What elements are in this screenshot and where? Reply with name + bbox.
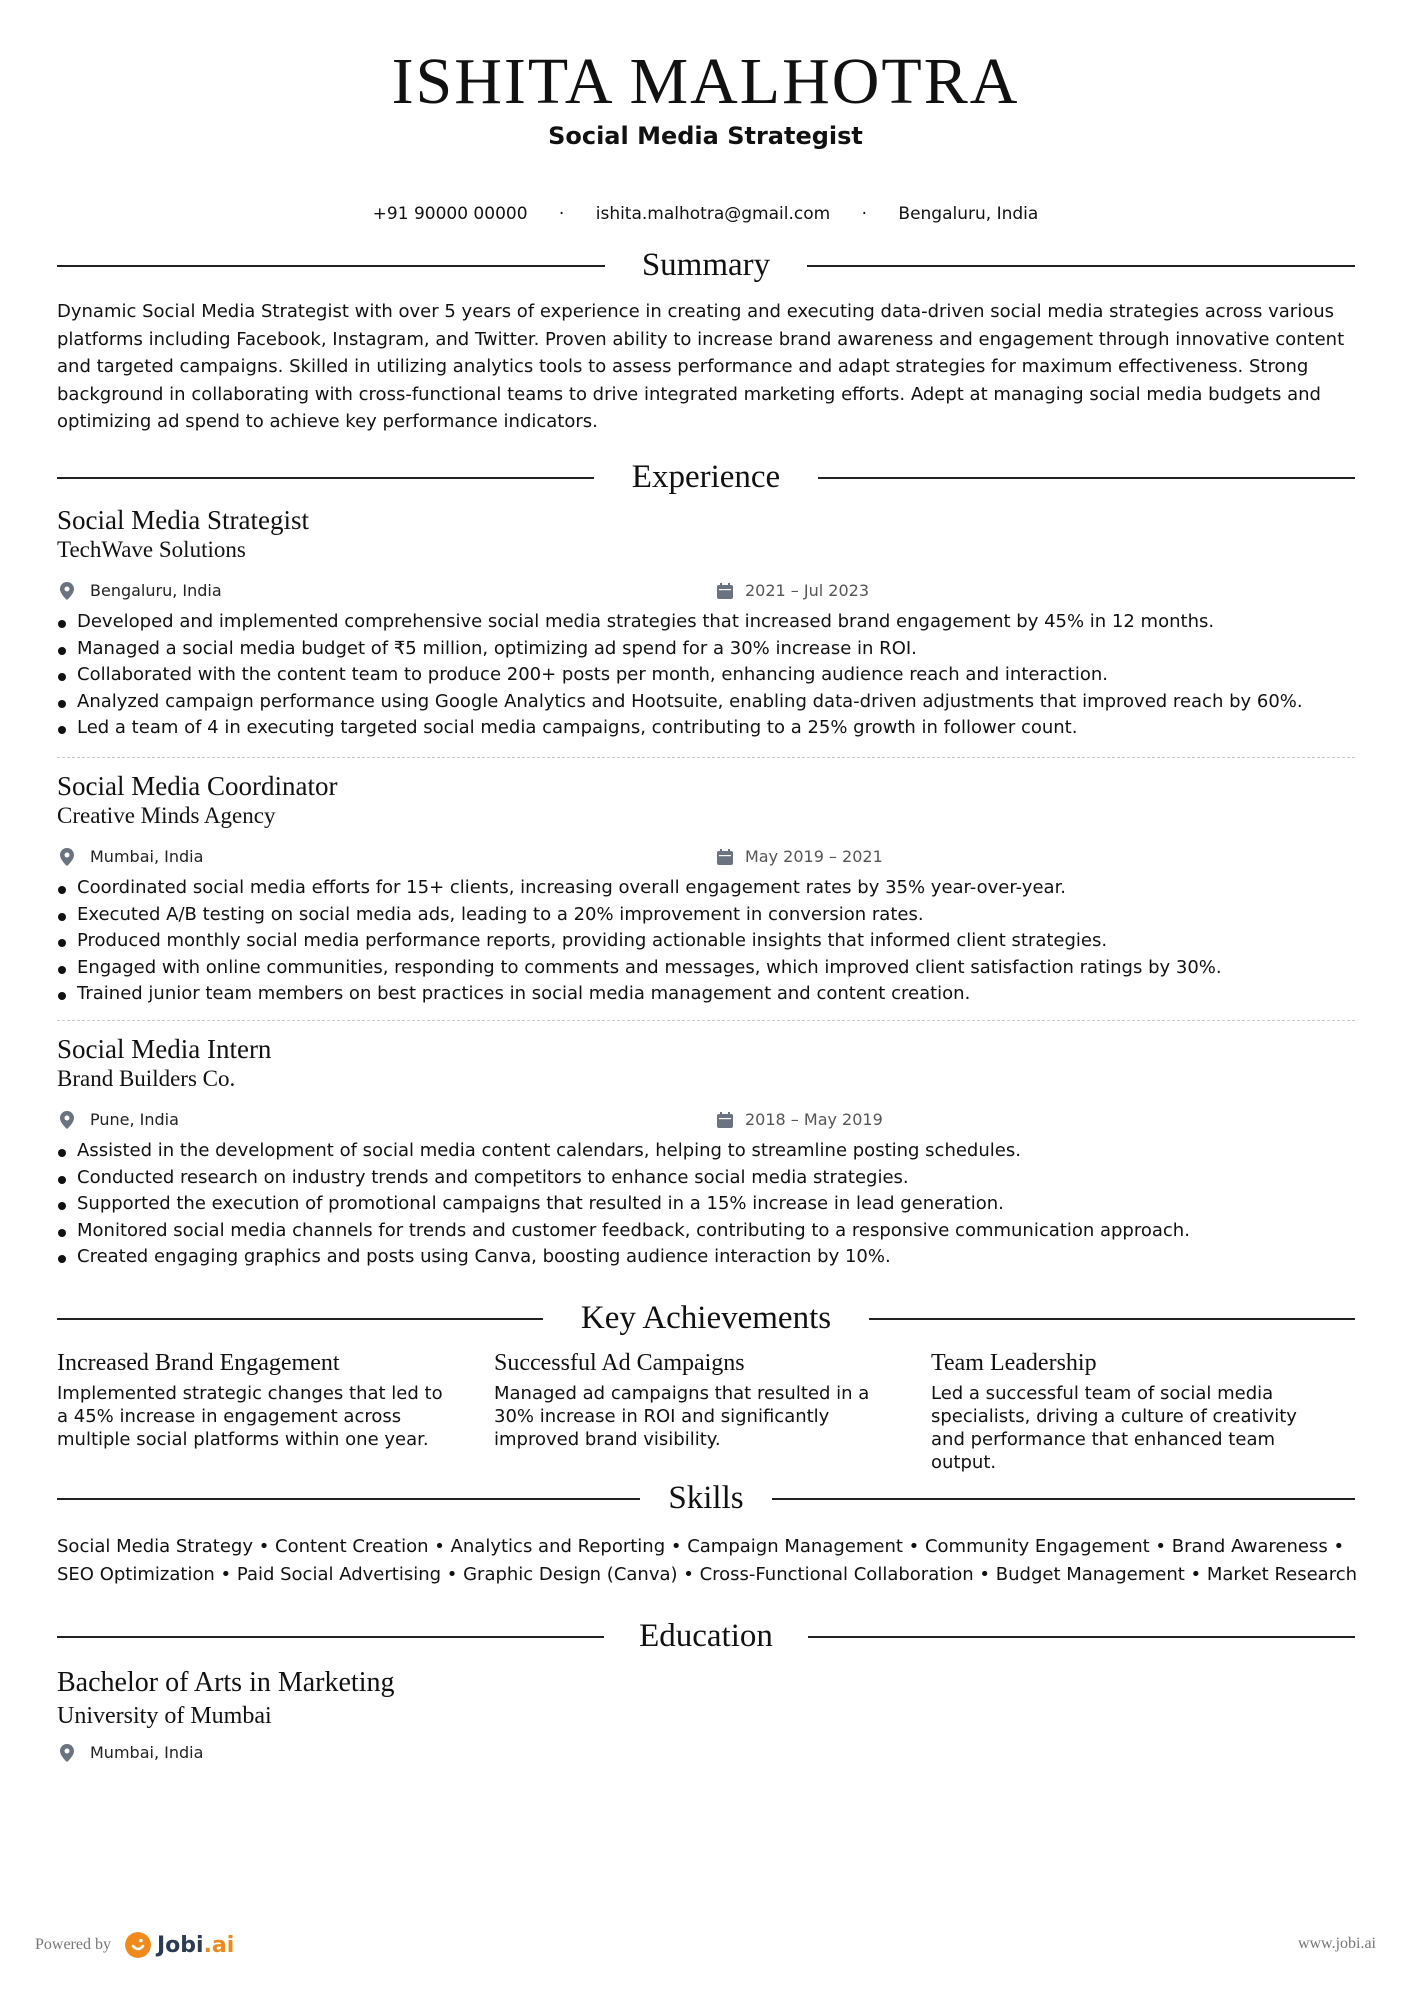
contact-separator: · bbox=[558, 204, 565, 224]
job-location: Bengaluru, India bbox=[57, 581, 222, 600]
footer-url[interactable]: www.jobi.ai bbox=[1297, 1935, 1376, 1952]
section-title: Experience bbox=[631, 459, 781, 495]
company-name: TechWave Solutions bbox=[57, 537, 246, 562]
job-dates: May 2019 – 2021 bbox=[717, 847, 883, 866]
list-item: Analyzed campaign performance using Google Analytics and Hootsuite, enabling data-driven adjustments that improved reach by 60%. bbox=[57, 689, 1355, 716]
divider-line bbox=[869, 1318, 1355, 1320]
list-item: Coordinated social media efforts for 15+ clients, increasing overall engagement rates by 35% year-over-year. bbox=[57, 875, 1355, 902]
achievement-card bbox=[931, 1348, 1331, 1474]
map-pin-icon bbox=[60, 582, 74, 600]
section-title: Key Achievements bbox=[580, 1300, 832, 1336]
list-item: Supported the execution of promotional campaigns that resulted in a 15% increase in lead generation. bbox=[57, 1191, 1355, 1218]
achievement-text: Implemented strategic changes that led to a 45% increase in engagement across multiple social platforms within one year. bbox=[57, 1383, 443, 1450]
section-header-summary bbox=[57, 245, 1355, 285]
list-item: Executed A/B testing on social media ads, leading to a 20% improvement in conversion rates. bbox=[57, 902, 1355, 929]
list-item: Engaged with online communities, responding to comments and messages, which improved client satisfaction ratings by 30%. bbox=[57, 955, 1355, 982]
divider-line bbox=[807, 265, 1355, 267]
candidate-name: ISHITA MALHOTRA bbox=[391, 45, 1020, 118]
job-bullets bbox=[57, 875, 1355, 1008]
list-item: Created engaging graphics and posts using Canva, boosting audience interaction by 10%. bbox=[57, 1244, 1355, 1271]
experience-entry bbox=[57, 771, 1355, 1008]
achievement-card bbox=[57, 1348, 457, 1451]
home-location: Bengaluru, India bbox=[898, 204, 1039, 224]
map-pin-icon bbox=[60, 1744, 74, 1762]
map-pin-icon bbox=[60, 848, 74, 866]
job-title: Social Media Coordinator bbox=[57, 771, 338, 801]
contact-line bbox=[0, 204, 1411, 224]
job-bullets bbox=[57, 609, 1355, 742]
divider-line bbox=[772, 1498, 1355, 1500]
section-title: Skills bbox=[668, 1480, 744, 1516]
education-meta bbox=[57, 1739, 857, 1767]
school-name: University of Mumbai bbox=[57, 1703, 272, 1729]
job-title: Social Media Intern bbox=[57, 1034, 272, 1064]
section-header-education bbox=[57, 1616, 1355, 1656]
education-entry bbox=[57, 1667, 857, 1767]
contact-separator: · bbox=[861, 204, 867, 224]
section-header-skills bbox=[57, 1478, 1355, 1518]
section-title: Summary bbox=[641, 247, 771, 283]
job-location: Pune, India bbox=[57, 1110, 179, 1129]
section-header-experience bbox=[57, 457, 1355, 497]
map-pin-icon bbox=[60, 1111, 74, 1129]
job-meta bbox=[57, 843, 1355, 871]
jobi-logo-text[interactable]: Jobi.ai bbox=[156, 1932, 235, 1958]
list-item: Trained junior team members on best practices in social media management and content creation. bbox=[57, 981, 1355, 1008]
experience-entry bbox=[57, 505, 1355, 742]
list-item: Monitored social media channels for trends and customer feedback, contributing to a responsive communication approach. bbox=[57, 1218, 1355, 1245]
job-dates: 2021 – Jul 2023 bbox=[717, 581, 869, 600]
company-name: Creative Minds Agency bbox=[57, 803, 276, 828]
education-location: Mumbai, India bbox=[57, 1743, 203, 1762]
list-item: Conducted research on industry trends and competitors to enhance social media strategies. bbox=[57, 1165, 1355, 1192]
job-title: Social Media Strategist bbox=[57, 505, 309, 535]
email[interactable]: ishita.malhotra@gmail.com bbox=[595, 204, 831, 224]
job-location: Mumbai, India bbox=[57, 847, 203, 866]
job-meta bbox=[57, 1106, 1355, 1134]
job-bullets bbox=[57, 1138, 1355, 1271]
powered-by bbox=[35, 1932, 234, 1958]
section-title: Education bbox=[639, 1618, 773, 1654]
achievement-title: Increased Brand Engagement bbox=[57, 1350, 340, 1376]
section-header-achievements bbox=[57, 1298, 1355, 1338]
jobi-logo-icon bbox=[125, 1932, 151, 1958]
skills-list: Social Media Strategy • Content Creation • Analytics and Reporting • Campaign Management • Community Engagement • Brand Awareness • SEO Optimization • Paid Social Advertising • Graphic Design (Canva) • Cross-Functional Collaboration • Budget Management • Market Research bbox=[57, 1536, 1358, 1585]
entry-separator bbox=[57, 757, 1355, 758]
achievement-text: Managed ad campaigns that resulted in a 30% increase in ROI and significantly improved brand visibility. bbox=[494, 1383, 870, 1450]
achievement-title: Successful Ad Campaigns bbox=[494, 1350, 745, 1376]
phone: +91 90000 00000 bbox=[372, 204, 528, 224]
list-item: Led a team of 4 in executing targeted social media campaigns, contributing to a 25% growth in follower count. bbox=[57, 715, 1355, 742]
calendar-icon bbox=[717, 1112, 733, 1128]
calendar-icon bbox=[717, 849, 733, 865]
job-dates: 2018 – May 2019 bbox=[717, 1110, 883, 1129]
achievement-title: Team Leadership bbox=[931, 1350, 1097, 1376]
entry-separator bbox=[57, 1020, 1355, 1021]
degree: Bachelor of Arts in Marketing bbox=[57, 1667, 395, 1698]
list-item: Collaborated with the content team to produce 200+ posts per month, enhancing audience reach and interaction. bbox=[57, 662, 1355, 689]
divider-line bbox=[818, 477, 1355, 479]
calendar-icon bbox=[717, 583, 733, 599]
company-name: Brand Builders Co. bbox=[57, 1066, 236, 1091]
achievement-text: Led a successful team of social media specialists, driving a culture of creativity and performance that enhanced team output. bbox=[931, 1383, 1297, 1473]
list-item: Developed and implemented comprehensive social media strategies that increased brand engagement by 45% in 12 months. bbox=[57, 609, 1355, 636]
list-item: Assisted in the development of social media content calendars, helping to streamline posting schedules. bbox=[57, 1138, 1355, 1165]
list-item: Managed a social media budget of ₹5 million, optimizing ad spend for a 30% increase in ROI. bbox=[57, 636, 1355, 663]
candidate-role: Social Media Strategist bbox=[548, 122, 863, 150]
summary-text: Dynamic Social Media Strategist with over 5 years of experience in creating and executing data-driven social media strategies across various platforms including Facebook, Instagram, and Twitter. Proven ability to increase brand awareness and engagement through innovative content and targeted campaigns. Skilled in utilizing analytics tools to assess performance and adapt strategies for maximum effectiveness. Strong background in collaborating with cross-functional teams to drive integrated marketing efforts. Adept at managing social media budgets and optimizing ad spend to achieve key performance indicators. bbox=[57, 301, 1345, 432]
job-meta bbox=[57, 577, 1355, 605]
powered-by-text: Powered by bbox=[35, 1936, 111, 1953]
experience-entry bbox=[57, 1034, 1355, 1271]
divider-line bbox=[808, 1636, 1355, 1638]
achievement-card bbox=[494, 1348, 894, 1451]
list-item: Produced monthly social media performance reports, providing actionable insights that informed client strategies. bbox=[57, 928, 1355, 955]
